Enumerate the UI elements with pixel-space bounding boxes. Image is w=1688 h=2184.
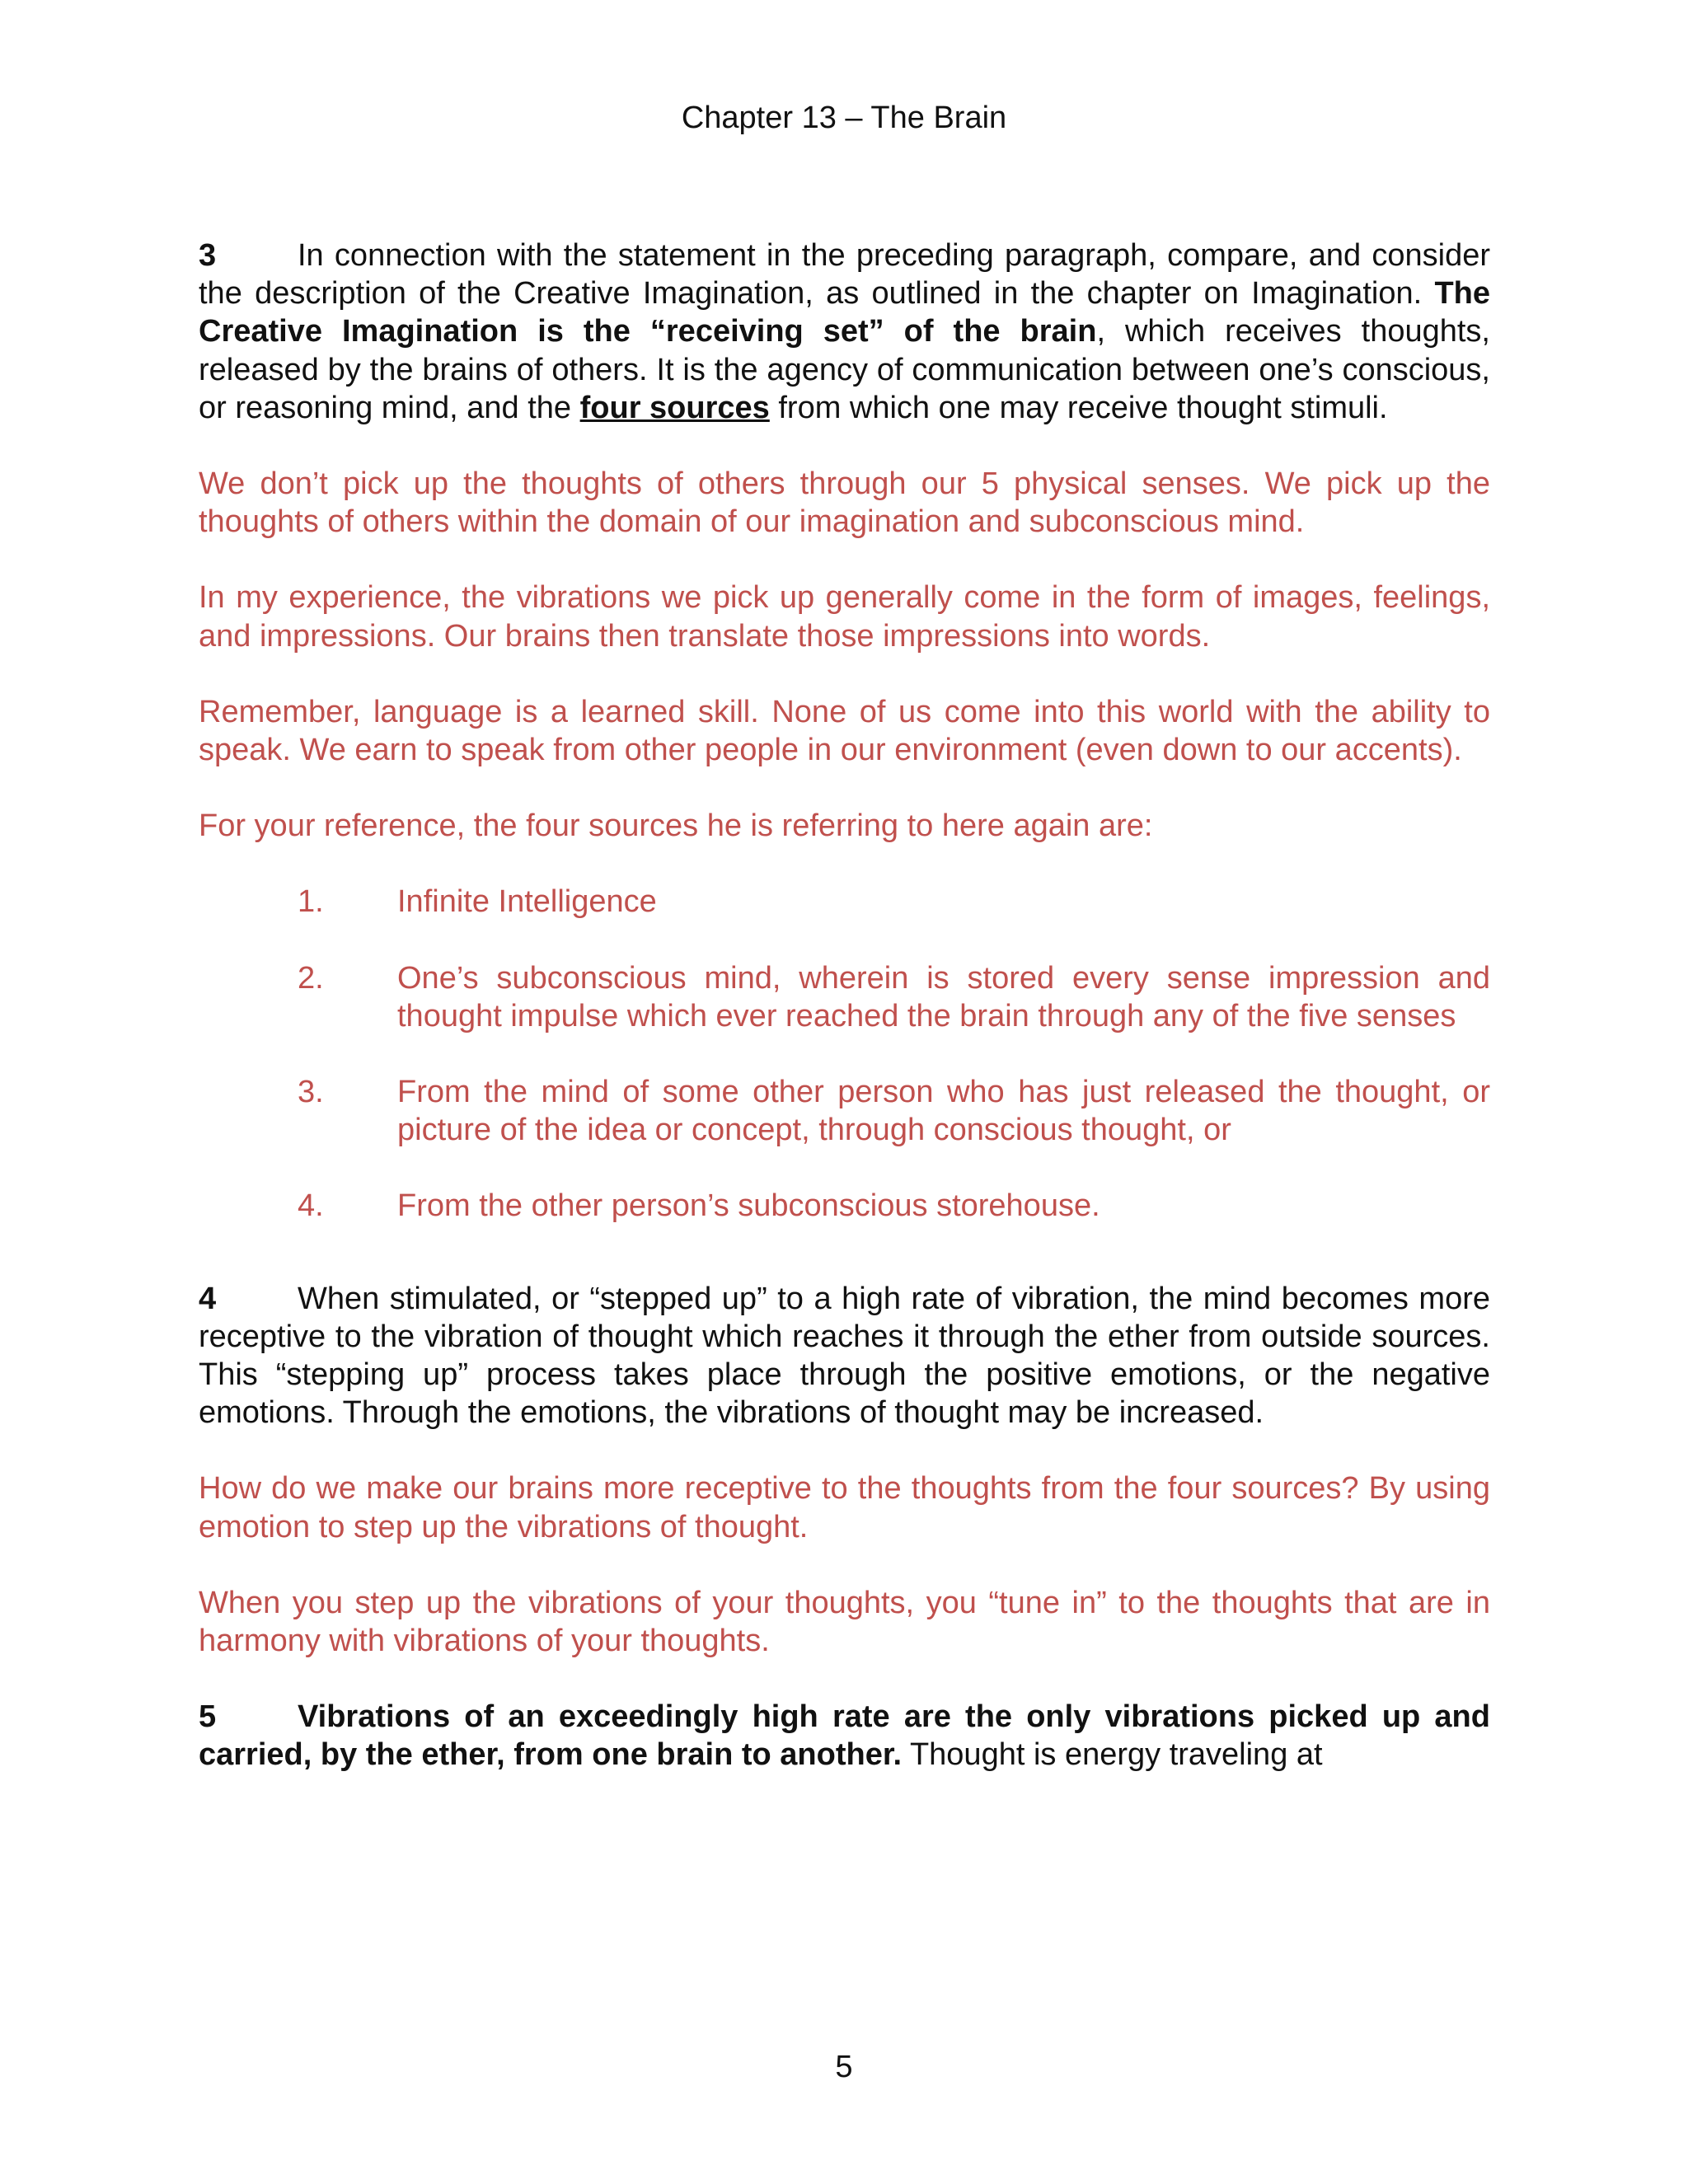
- commentary-paragraph: We don’t pick up the thoughts of others through our 5 physical senses. We pick up the thoughts of others within the domain of our imagination and subconscious mind.: [199, 466, 1490, 540]
- list-item: [199, 959, 1490, 1035]
- commentary-paragraph: In my experience, the vibrations we pick up generally come in the form of images, feelings, and impressions. Our brains then translate those impressions into words.: [199, 580, 1490, 654]
- list-item-text: From the mind of some other person who has just released the thought, or picture of the idea or concept, through conscious thought, or: [397, 1075, 1490, 1148]
- paragraph-number: 4: [199, 1281, 217, 1316]
- paragraph-number: 5: [199, 1699, 217, 1735]
- paragraph-text: When stimulated, or “stepped up” to a high rate of vibration, the mind becomes more receptive to the vibration of thought which reaches it through the ether from outside sources. This “stepping up” process takes place through the positive emotions, or the negative emotions. Through the emotions, the vibrations of thought may be increased.: [199, 1281, 1490, 1431]
- paragraph-text: , which receives thoughts, released by the brains of others. It is the agency of communication between one’s conscious, or reasoning mind, and the: [199, 314, 1490, 425]
- commentary-paragraph: For your reference, the four sources he is referring to here again are:: [199, 808, 1153, 844]
- commentary-paragraph: How do we make our brains more receptive to the thoughts from the four sources? By using emotion to step up the vibrations of thought.: [199, 1471, 1490, 1544]
- list-item: [199, 1187, 1490, 1225]
- list-item-text: Infinite Intelligence: [397, 884, 657, 920]
- underlined-text: four sources: [579, 390, 770, 425]
- paragraph-text: In connection with the statement in the preceding paragraph, compare, and consider the description of the Creative Imagination, as outlined in the chapter on Imagination.: [199, 238, 1490, 312]
- commentary-paragraph: When you step up the vibrations of your thoughts, you “tune in” to the thoughts that are in harmony with vibrations of your thoughts.: [199, 1585, 1490, 1659]
- chapter-header: Chapter 13 – The Brain: [681, 101, 1007, 135]
- list-item-number: 4.: [298, 1188, 324, 1224]
- bold-text: Vibrations of an exceedingly high rate are the only vibrations picked up and carried, by the ether, from one brain to another.: [199, 1699, 1490, 1773]
- page-content: [199, 237, 1490, 1774]
- commentary-paragraph: Remember, language is a learned skill. None of us come into this world with the ability to speak. We earn to speak from other people in our environment (even down to our accents).: [199, 694, 1490, 768]
- bold-text: The Creative Imagination is the “receiving set” of the brain: [199, 276, 1490, 349]
- page-number: 5: [835, 2050, 853, 2084]
- paragraph-5: [199, 1698, 1490, 1774]
- paragraph-4: [199, 1280, 1490, 1432]
- list-item-number: 1.: [298, 884, 324, 920]
- four-sources-list: [199, 883, 1490, 1225]
- list-item-text: From the other person’s subconscious storehouse.: [397, 1188, 1100, 1224]
- list-item-number: 3.: [298, 1075, 324, 1110]
- paragraph-text: from which one may receive thought stimuli.: [769, 390, 1388, 425]
- paragraph-3: [199, 237, 1490, 427]
- paragraph-number: 3: [199, 238, 217, 273]
- paragraph-text: Thought is energy traveling at: [902, 1737, 1323, 1773]
- list-item: [199, 883, 1490, 921]
- list-item-number: 2.: [298, 960, 324, 996]
- list-item: [199, 1073, 1490, 1149]
- list-item-text: One’s subconscious mind, wherein is stored every sense impression and thought impulse which ever reached the brain through any of the five senses: [397, 960, 1490, 1033]
